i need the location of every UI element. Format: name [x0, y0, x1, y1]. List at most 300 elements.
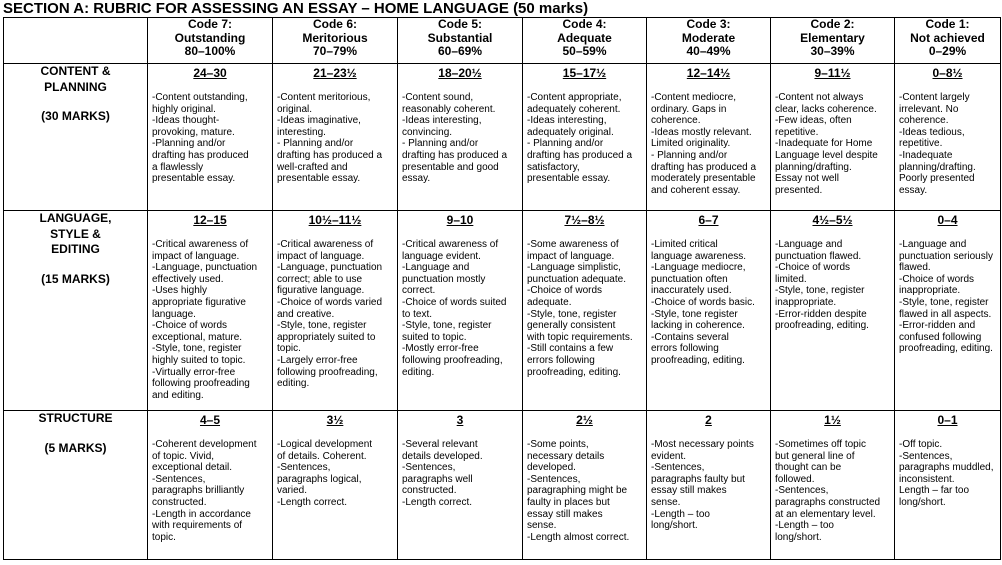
page-title: SECTION A: RUBRIC FOR ASSESSING AN ESSAY – HOME LANGUAGE (50 marks) — [3, 0, 589, 17]
descriptor-line: exceptional, mature. — [152, 331, 243, 343]
descriptor-line: -Mostly error-free — [402, 343, 479, 355]
rubric-cell — [895, 211, 1001, 411]
descriptor-line: of topic. Vivid, — [152, 450, 215, 462]
descriptor-line: paragraphs faulty but — [651, 473, 745, 485]
descriptor-line: Essay not well — [775, 173, 839, 185]
descriptor-line: -Sentences, — [651, 462, 705, 474]
descriptor-line: impact of language. — [152, 250, 240, 262]
descriptor-line: exceptional detail. — [152, 462, 233, 474]
descriptor-line: presentable essay. — [527, 173, 611, 185]
descriptor-line: -Virtually error-free — [152, 366, 236, 378]
descriptor-line: -Several relevant — [402, 439, 478, 450]
descriptor-line: following proofreading, — [402, 354, 503, 366]
descriptor-line: - Planning and/or — [651, 149, 728, 161]
descriptor-line: provoking, mature. — [152, 126, 235, 138]
descriptor-line: to text. — [402, 308, 433, 320]
score-range: 0–8½ — [932, 66, 963, 80]
descriptor-line: details developed. — [402, 450, 483, 462]
descriptor-line: paragraphs well — [402, 473, 473, 485]
descriptor-line: -Inadequate for Home — [775, 138, 873, 150]
descriptor-text — [771, 439, 894, 543]
descriptor-line: figurative language. — [277, 285, 365, 297]
descriptor-line: paragraphs constructed — [775, 496, 881, 508]
criterion-name: LANGUAGE, — [39, 211, 112, 225]
descriptor-line: drafting has produced a — [402, 149, 508, 161]
descriptor-text — [273, 239, 397, 390]
column-header-range: 80–100% — [184, 44, 236, 58]
descriptor-line: topic. — [277, 343, 301, 355]
descriptor-line: -Error-ridden despite — [775, 308, 867, 320]
descriptor-line: essay still makes — [651, 485, 727, 497]
descriptor-line: presentable and good — [402, 161, 499, 173]
descriptor-line: repetitive. — [899, 138, 943, 150]
descriptor-line: -Style, tone, register — [152, 343, 242, 355]
descriptor-text — [647, 439, 770, 532]
descriptor-line: punctuation adequate. — [527, 273, 626, 285]
rubric-row — [4, 411, 1001, 560]
rubric-cell — [523, 64, 647, 211]
column-header-code: Code 6: — [312, 17, 357, 31]
descriptor-line: -Sentences, — [775, 485, 829, 497]
descriptor-text — [273, 439, 397, 509]
descriptor-line: -Language and — [899, 239, 967, 250]
descriptor-text — [523, 92, 646, 185]
score-range: 4–5 — [199, 413, 221, 427]
descriptor-line: lacking in coherence. — [651, 320, 745, 332]
descriptor-line: -Some points, — [527, 439, 589, 450]
rubric-cell — [148, 211, 273, 411]
score-range: 9–11½ — [814, 66, 851, 80]
descriptor-line: inconsistent. — [899, 473, 955, 485]
rubric-cell — [523, 411, 647, 560]
rubric-cell — [398, 64, 523, 211]
descriptor-text — [771, 239, 894, 332]
descriptor-line: varied. — [277, 485, 308, 497]
descriptor-line: and editing. — [152, 389, 204, 401]
score-range: 3 — [456, 413, 464, 427]
descriptor-line: -Logical development — [277, 439, 373, 450]
descriptor-line: -Style, tone, register — [277, 320, 367, 332]
column-header-range: 0–29% — [928, 44, 967, 58]
column-header-range: 40–49% — [686, 44, 731, 58]
descriptor-line: -Sentences, — [402, 462, 456, 474]
descriptor-line: -Language simplistic, — [527, 262, 621, 274]
descriptor-line: paragraphs brilliantly — [152, 485, 245, 497]
descriptor-text — [398, 239, 522, 378]
descriptor-line: -Ideas tedious, — [899, 126, 965, 138]
descriptor-line: -Style, tone, register — [899, 296, 989, 308]
column-header — [895, 18, 1001, 64]
score-range: 0–4 — [937, 213, 958, 227]
descriptor-line: -Sometimes off topic — [775, 439, 866, 450]
descriptor-line: -Length correct. — [277, 496, 348, 508]
descriptor-line: errors following — [651, 343, 719, 355]
score-range: 4½–5½ — [812, 213, 853, 227]
descriptor-line: impact of language. — [527, 250, 615, 262]
corner-cell — [4, 18, 148, 64]
descriptor-line: a flawlessly — [152, 161, 204, 173]
descriptor-text — [647, 239, 770, 367]
descriptor-line: highly suited to topic. — [152, 354, 246, 366]
descriptor-line: punctuation flawed. — [775, 250, 862, 262]
descriptor-line: drafting has produced a — [277, 149, 383, 161]
descriptor-text — [398, 92, 522, 185]
rubric-cell — [273, 211, 398, 411]
descriptor-line: limited. — [775, 273, 807, 285]
descriptor-line: proofreading, editing. — [899, 343, 993, 355]
column-header — [273, 18, 398, 64]
descriptor-text — [895, 439, 1000, 509]
descriptor-line: drafting has produced a — [651, 161, 757, 173]
descriptor-line: adequately original. — [527, 126, 614, 138]
score-range: 3½ — [326, 413, 344, 427]
descriptor-line: highly original. — [152, 103, 216, 115]
descriptor-line: -Content outstanding, — [152, 92, 248, 103]
rubric-row — [4, 64, 1001, 211]
descriptor-line: -Ideas mostly relevant. — [651, 126, 752, 138]
criterion-name: PLANNING — [44, 79, 107, 94]
descriptor-line: coherence. — [651, 115, 701, 127]
column-header-code: Code 2: — [810, 17, 855, 31]
descriptor-line: -Critical awareness of — [277, 239, 374, 250]
column-header — [771, 18, 895, 64]
descriptor-line: -Style, tone, register — [402, 320, 492, 332]
descriptor-line: -Still contains a few — [527, 343, 614, 355]
descriptor-line: -Largely error-free — [277, 354, 358, 366]
descriptor-line: Language level despite — [775, 149, 878, 161]
descriptor-text — [771, 92, 894, 196]
rubric-cell — [895, 64, 1001, 211]
rubric-cell — [647, 411, 771, 560]
descriptor-line: -Content appropriate, — [527, 92, 622, 103]
criterion-marks: (5 MARKS) — [44, 440, 107, 455]
score-range: 18–20½ — [438, 66, 482, 80]
column-header — [647, 18, 771, 64]
column-header-label: Not achieved — [910, 30, 985, 45]
descriptor-line: punctuation seriously — [899, 250, 993, 262]
rubric-cell — [398, 211, 523, 411]
column-header-range: 70–79% — [312, 44, 358, 58]
descriptor-line: -Style, tone, register — [527, 308, 617, 320]
score-range: 12–15 — [193, 213, 227, 227]
descriptor-line: sense. — [651, 496, 681, 508]
descriptor-line: proofreading, editing. — [775, 320, 869, 332]
score-range: 10½–11½ — [308, 213, 362, 227]
descriptor-line: -Most necessary points — [651, 439, 754, 450]
descriptor-line: long/short. — [651, 520, 698, 532]
descriptor-line: long/short. — [775, 531, 822, 543]
descriptor-line: -Length in accordance — [152, 508, 251, 520]
score-range: 9–10 — [446, 213, 474, 227]
descriptor-line: -Planning and/or — [152, 138, 226, 150]
score-range: 1½ — [824, 413, 841, 427]
descriptor-line: constructed. — [402, 485, 457, 497]
descriptor-line: -Choice of words basic. — [651, 296, 755, 308]
descriptor-line: Length – far too — [899, 485, 970, 497]
descriptor-line: editing. — [402, 366, 435, 378]
criterion-cell — [4, 211, 148, 411]
column-header-label: Elementary — [800, 30, 865, 45]
descriptor-line: -Content sound, — [402, 92, 474, 103]
column-header-code: Code 3: — [686, 17, 731, 31]
descriptor-line: -Few ideas, often — [775, 115, 852, 127]
descriptor-text — [148, 239, 272, 401]
column-header-label: Substantial — [427, 30, 493, 45]
descriptor-line: convincing. — [402, 126, 453, 138]
descriptor-line: adequately coherent. — [527, 103, 621, 115]
descriptor-line: followed. — [775, 473, 815, 485]
descriptor-text — [273, 92, 397, 185]
descriptor-line: necessary details — [527, 450, 605, 462]
descriptor-line: - Planning and/or — [527, 138, 604, 150]
column-header-label: Meritorious — [302, 30, 368, 45]
descriptor-line: Limited originality. — [651, 138, 731, 150]
column-header-label: Moderate — [681, 30, 736, 45]
score-range: 2½ — [576, 413, 593, 427]
descriptor-line: language evident. — [402, 250, 481, 262]
descriptor-line: appropriately suited to — [277, 331, 376, 343]
column-header-code: Code 4: — [562, 17, 607, 31]
descriptor-line: inappropriate. — [899, 285, 961, 297]
descriptor-line: -Style, tone, register — [775, 285, 865, 297]
descriptor-line: confused following — [899, 331, 982, 343]
descriptor-line: -Error-ridden and — [899, 320, 976, 332]
descriptor-line: inaccurately used. — [651, 285, 732, 297]
descriptor-line: language. — [152, 308, 196, 320]
score-range: 24–30 — [193, 66, 227, 80]
descriptor-text — [523, 439, 646, 543]
descriptor-line: repetitive. — [775, 126, 819, 138]
rubric-row — [4, 211, 1001, 411]
criterion-name: STRUCTURE — [38, 411, 113, 425]
descriptor-line: proofreading, editing. — [651, 354, 745, 366]
descriptor-line: paragraphs logical, — [277, 473, 362, 485]
descriptor-line: proofreading, editing. — [527, 366, 621, 378]
column-header — [523, 18, 647, 64]
descriptor-line: -Language, punctuation — [277, 262, 383, 274]
descriptor-line: but general line of — [775, 450, 855, 462]
descriptor-line: paragraphs muddled, — [899, 462, 994, 474]
descriptor-line: -Off topic. — [899, 439, 943, 450]
criterion-name: EDITING — [51, 242, 100, 256]
score-range: 12–14½ — [686, 66, 731, 80]
descriptor-line: -Language and — [402, 262, 470, 274]
column-header — [398, 18, 523, 64]
criterion-marks: (15 MARKS) — [41, 271, 110, 286]
descriptor-line: generally consistent — [527, 320, 616, 332]
header-row — [4, 18, 1001, 64]
descriptor-line: -Ideas interesting, — [402, 115, 482, 127]
descriptor-line: developed. — [527, 462, 576, 474]
descriptor-line: -Language, punctuation — [152, 262, 258, 274]
score-range: 15–17½ — [562, 66, 607, 80]
descriptor-line: irrelevant. No — [899, 103, 959, 115]
rubric-cell — [647, 64, 771, 211]
descriptor-line: flawed in all aspects. — [899, 308, 992, 320]
descriptor-line: -Length – too — [651, 508, 710, 520]
descriptor-line: - Planning and/or — [277, 138, 354, 150]
descriptor-line: essay still makes — [527, 508, 603, 520]
criterion-cell — [4, 411, 148, 560]
descriptor-line: planning/drafting. — [899, 161, 976, 173]
descriptor-line: errors following — [527, 354, 595, 366]
criterion-cell — [4, 64, 148, 211]
column-header-range: 60–69% — [437, 44, 483, 58]
criterion-name: CONTENT & — [40, 64, 111, 78]
rubric-cell — [771, 411, 895, 560]
descriptor-line: reasonably coherent. — [402, 103, 496, 115]
descriptor-line: -Sentences, — [527, 473, 581, 485]
descriptor-line: flawed. — [899, 262, 931, 274]
descriptor-line: -Content mediocre, — [651, 92, 737, 103]
descriptor-line: correct; able to use — [277, 273, 363, 285]
descriptor-line: -Sentences, — [899, 450, 953, 462]
descriptor-line: constructed. — [152, 496, 207, 508]
descriptor-line: Poorly presented — [899, 173, 975, 185]
descriptor-line: coherence. — [899, 115, 949, 127]
descriptor-line: -Choice of words — [152, 320, 228, 332]
score-range: 0–1 — [937, 413, 958, 427]
descriptor-line: drafting has produced — [152, 149, 249, 161]
descriptor-line: clear, lacks coherence. — [775, 103, 877, 115]
descriptor-line: -Ideas thought- — [152, 115, 220, 127]
score-range: 6–7 — [698, 213, 719, 227]
descriptor-line: punctuation mostly — [402, 273, 486, 285]
descriptor-line: -Ideas imaginative, — [277, 115, 361, 127]
descriptor-line: -Choice of words — [775, 262, 851, 274]
descriptor-line: -Coherent development — [152, 439, 257, 450]
column-header-code: Code 1: — [925, 17, 970, 31]
descriptor-line: -Choice of words — [527, 285, 603, 297]
descriptor-line: -Choice of words varied — [277, 296, 383, 308]
descriptor-line: planning/drafting. — [775, 161, 852, 173]
descriptor-line: -Style, tone register — [651, 308, 738, 320]
column-header-code: Code 7: — [187, 17, 232, 31]
column-header-code: Code 5: — [437, 17, 482, 31]
descriptor-line: with topic requirements. — [527, 331, 633, 343]
descriptor-text — [148, 439, 272, 543]
descriptor-line: -Choice of words suited — [402, 296, 507, 308]
descriptor-line: presentable essay. — [152, 173, 236, 185]
descriptor-line: satisfactory, — [527, 161, 580, 173]
descriptor-line: moderately presentable — [651, 173, 756, 185]
descriptor-line: appropriate figurative — [152, 296, 246, 308]
descriptor-text — [148, 92, 272, 185]
column-header-range: 50–59% — [562, 44, 607, 58]
column-header — [148, 18, 273, 64]
descriptor-line: and creative. — [277, 308, 335, 320]
descriptor-line: suited to topic. — [402, 331, 467, 343]
descriptor-line: faulty in places but — [527, 496, 610, 508]
descriptor-line: thought can be — [775, 462, 842, 474]
criterion-marks: (30 MARKS) — [41, 109, 110, 123]
descriptor-line: effectively used. — [152, 273, 224, 285]
descriptor-line: -Limited critical — [651, 239, 718, 250]
descriptor-line: original. — [277, 103, 313, 115]
descriptor-line: at an elementary level. — [775, 508, 876, 520]
descriptor-text — [523, 239, 646, 378]
descriptor-text — [398, 439, 522, 509]
score-range: 2 — [705, 413, 712, 427]
descriptor-line: language awareness. — [651, 250, 747, 262]
descriptor-line: essay. — [402, 173, 431, 185]
descriptor-line: -Sentences, — [152, 473, 206, 485]
descriptor-text — [647, 92, 770, 196]
descriptor-line: ordinary. Gaps in — [651, 103, 727, 115]
column-header-label: Outstanding — [174, 30, 246, 45]
rubric-cell — [523, 211, 647, 411]
descriptor-line: adequate. — [527, 296, 572, 308]
descriptor-line: -Critical awareness of — [152, 239, 249, 250]
descriptor-line: interesting. — [277, 126, 326, 138]
descriptor-line: paragraphing might be — [527, 485, 628, 497]
descriptor-line: of details. Coherent. — [277, 450, 367, 462]
descriptor-line: following proofreading — [152, 378, 250, 390]
descriptor-line: following proofreading, — [277, 366, 378, 378]
descriptor-line: inappropriate. — [775, 296, 837, 308]
descriptor-line: -Content not always — [775, 92, 864, 103]
rubric-cell — [895, 411, 1001, 560]
descriptor-line: -Content meritorious, — [277, 92, 371, 103]
rubric-table — [3, 17, 1001, 560]
descriptor-line: topic. — [152, 531, 176, 543]
descriptor-line: and coherent essay. — [651, 184, 741, 196]
descriptor-line: -Contains several — [651, 331, 729, 343]
descriptor-line: drafting has produced a — [527, 149, 633, 161]
descriptor-line: presentable essay. — [277, 173, 361, 185]
descriptor-line: essay. — [899, 184, 928, 196]
criterion-name: STYLE & — [50, 226, 101, 241]
score-range: 21–23½ — [313, 66, 357, 80]
descriptor-line: sense. — [527, 520, 557, 532]
descriptor-line: -Some awareness of — [527, 239, 619, 250]
descriptor-line: punctuation often — [651, 273, 728, 285]
rubric-cell — [647, 211, 771, 411]
descriptor-text — [895, 92, 1000, 196]
rubric-cell — [771, 64, 895, 211]
score-range: 7½–8½ — [564, 213, 605, 227]
descriptor-line: - Planning and/or — [402, 138, 479, 150]
descriptor-line: impact of language. — [277, 250, 365, 262]
descriptor-line: -Language and — [775, 239, 843, 250]
rubric-cell — [398, 411, 523, 560]
descriptor-line: -Ideas interesting, — [527, 115, 607, 127]
descriptor-line: -Inadequate — [899, 149, 953, 161]
descriptor-line: -Uses highly — [152, 285, 208, 297]
descriptor-text — [895, 239, 1000, 355]
rubric-cell — [771, 211, 895, 411]
descriptor-line: -Language mediocre, — [651, 262, 746, 274]
rubric-cell — [148, 64, 273, 211]
descriptor-line: -Length correct. — [402, 496, 473, 508]
descriptor-line: evident. — [651, 450, 687, 462]
descriptor-line: long/short. — [899, 496, 946, 508]
rubric-cell — [148, 411, 273, 560]
descriptor-line: editing. — [277, 378, 310, 390]
rubric-cell — [273, 64, 398, 211]
column-header-label: Adequate — [557, 30, 612, 45]
descriptor-line: -Length – too — [775, 520, 834, 532]
descriptor-line: -Sentences, — [277, 462, 331, 474]
descriptor-line: -Choice of words — [899, 273, 975, 285]
descriptor-line: with requirements of — [152, 520, 243, 532]
descriptor-line: -Length almost correct. — [527, 531, 630, 543]
column-header-range: 30–39% — [810, 44, 855, 58]
rubric-cell — [273, 411, 398, 560]
descriptor-line: -Critical awareness of — [402, 239, 499, 250]
descriptor-line: -Content largely — [899, 92, 970, 103]
descriptor-line: well-crafted and — [277, 161, 348, 173]
